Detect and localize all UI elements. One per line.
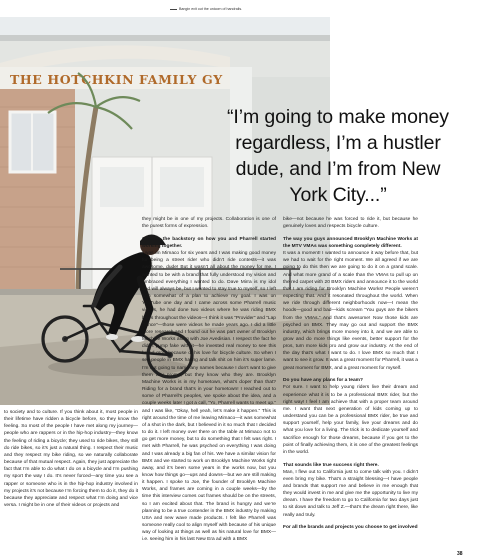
paragraph: they might be in one of my projects. Collaboration is one of the purest forms of expression. xyxy=(142,217,276,230)
interview-question: Do you have any plans for a team? xyxy=(283,378,363,384)
paragraph: Man, I flew out to California just to come talk with you. I didn’t even bring my bike. That’s a straight blessing—I have people and brands that support me and believe in me enough that they would invest in me and give me the opportunity to live my dream. I have the freedom to go to California for two days just to sit down and talk to Jeff Z.—that’s the dream right there, like really and truly. xyxy=(283,469,418,518)
body-column-3 xyxy=(283,216,418,531)
paragraph: I was on Mimaco for six years and I was making good money for being a street rider who didn’t ride contests—it was awesome, dude! But it wasn’t all about the money for me, I wanted to be with a brand that fully understood my vision and embraced everything I wanted to do. Dave Mirra is my idol and will always be, but I wanted to stay true to myself, so I left with somewhat of a plan to achieve my goal. I was on YouTube one day and I came across some Pharrell music videos, he had done two videos where he was riding BMX bikes throughout the videos—I think it was “Provider” and “Lap Dance”—those were videos he made years ago. I did a little more research and I found out he was part owner of Brooklyn Machine Works along with Joe Avedisian. I respect the fact he didn’t pump fake with it—he invested real money to see this brand grow because of his love for bicycle culture. So when I see people in BMX hating and talk shit on him it’s super lame. I’m not going to name any names because I don’t want to give them any promo, but they know who they are. Brooklyn Machine Works is in my hometown, what’s doper than that? Riding for a brand that’s in your hometown! I reached out to some of Pharrell’s peoples, we spoke about the idea, and a couple weeks later I got a call, “Yo, Pharrell wants to meet up.” and I was like, “Okay, hell yeah, let’s make it happen.” This is right around the time of me leaving Mimaco—it was somewhat of a shot in the dark, but I believed in it so much that I decided to do it. I left money over there on the table at Mimaco not to go get more money, but to do something that I felt was right. I met with Pharrell, he was psyched on everything I was doing and I was already a big fan of his. We have a similar vision for BMX and we started to work on Brooklyn Machine Works right away, and it’s been some years in the works now, but you know how things go—ups and downs—but we are still making it happen. I spoke to Joe, the founder of Brooklyn Machine Works, and frames are coming in a couple weeks—by the time this interview comes out frames should be on the streets, so I am excited about that. The brand is hungry and we’re planning to be a true contender in the BMX industry by making USA and new wave made products. I felt like Pharrell was someone really cool to align myself with because of his unique way of looking at things as well as his natural love for BMX—i.e. seeing him in his last New Era ad with a BMX xyxy=(142,251,276,543)
body-column-2 xyxy=(142,216,276,544)
building-sign-text: THE HOTCHKIN FAMILY GY xyxy=(10,72,223,87)
paragraph: to society and to culture. If you think about it, most people in their lifetime have ridden a bicycle before, so they know the feeling. So most of the people I have met along my journey— people who are rappers or in the hip-hop industry—they know the feeling of riding a bicycle; they used to ride bikes, they still do ride bikes, so it’s just a natural thing. I respect their music and they respect my bike riding, so we naturally collaborate because of that mutual respect. Again, they just appreciate the fact that I’m able to do what I do on a bicycle and I’m pushing my sport the way I do. It’s never forced—any time you see a rapper or someone who is in the hip-hop industry involved in my projects it’s not because I’m forcing them to do it, they do it because they appreciate and respect what I’m doing and vice versa. I might be in one of their videos or projects and xyxy=(4,410,138,509)
page-number: 38 xyxy=(457,551,463,557)
paragraph: bike—not because he was forced to ride it, but because he genuinely loves and respects bicycle culture. xyxy=(283,217,418,230)
pull-quote: “I’m going to make money regardless, I’m a hustler dude, and I’m from New York City...” xyxy=(227,106,449,206)
photo-caption: Bangin exit out the unicorn of handrails. xyxy=(170,7,242,11)
interview-question: Give us the backstory on how you and Pharrell started working together. xyxy=(142,236,276,249)
body-column-1 xyxy=(4,409,138,509)
paragraph: For sure. I want to help young riders live their dream and experience what it is to be a professional BMX rider, but the right way! I feel I am achieve that with a proper team around me. I want that next generation of kids coming up to understand you can be a professional BMX rider, be true and support yourself, help your family, live your dreams and do what you love for a living. The trick is to dedicate yourself and sacrifice enough for those dreams, because if you get to the point of finally achieving them, it is one of the greatest feelings in the world. xyxy=(283,385,418,455)
interview-question: That sounds like true success right there. xyxy=(283,462,379,468)
interview-question: The way you guys announced Brooklyn Machine Works at the MTV VMAs was something completely different. xyxy=(283,236,418,249)
interview-question: For all the brands and projects you choose to get involved xyxy=(283,525,418,531)
paragraph: It was a moment! I wanted to announce it way before that, but we had to wait for the right moment. We all agreed if we are going to do this then we are going to do it on a grand scale. And what more grand of a scale than the VMAs to pull up on the red carpet with 20 BMX riders and announce it to the world that I am riding for Brooklyn Machine Works! People weren’t expecting that. And it resonated throughout the world. When we ride through different neighborhoods now—I mean the hoods—good and bad—kids scream “You guys are the bikers from the VMAs.” And that’s awesome! Now those kids are psyched on BMX. They may go out and support the BMX industry, which brings more money into it, and we are able to grow and do more things like events, better support for the pros, turn more kids pro and grow our industry. At the end of the day that’s what I want to do. I love BMX so much that I want to see it grow. It was a great moment for Pharrell, it was a great moment for BMX, and a great moment for myself. xyxy=(283,251,418,371)
